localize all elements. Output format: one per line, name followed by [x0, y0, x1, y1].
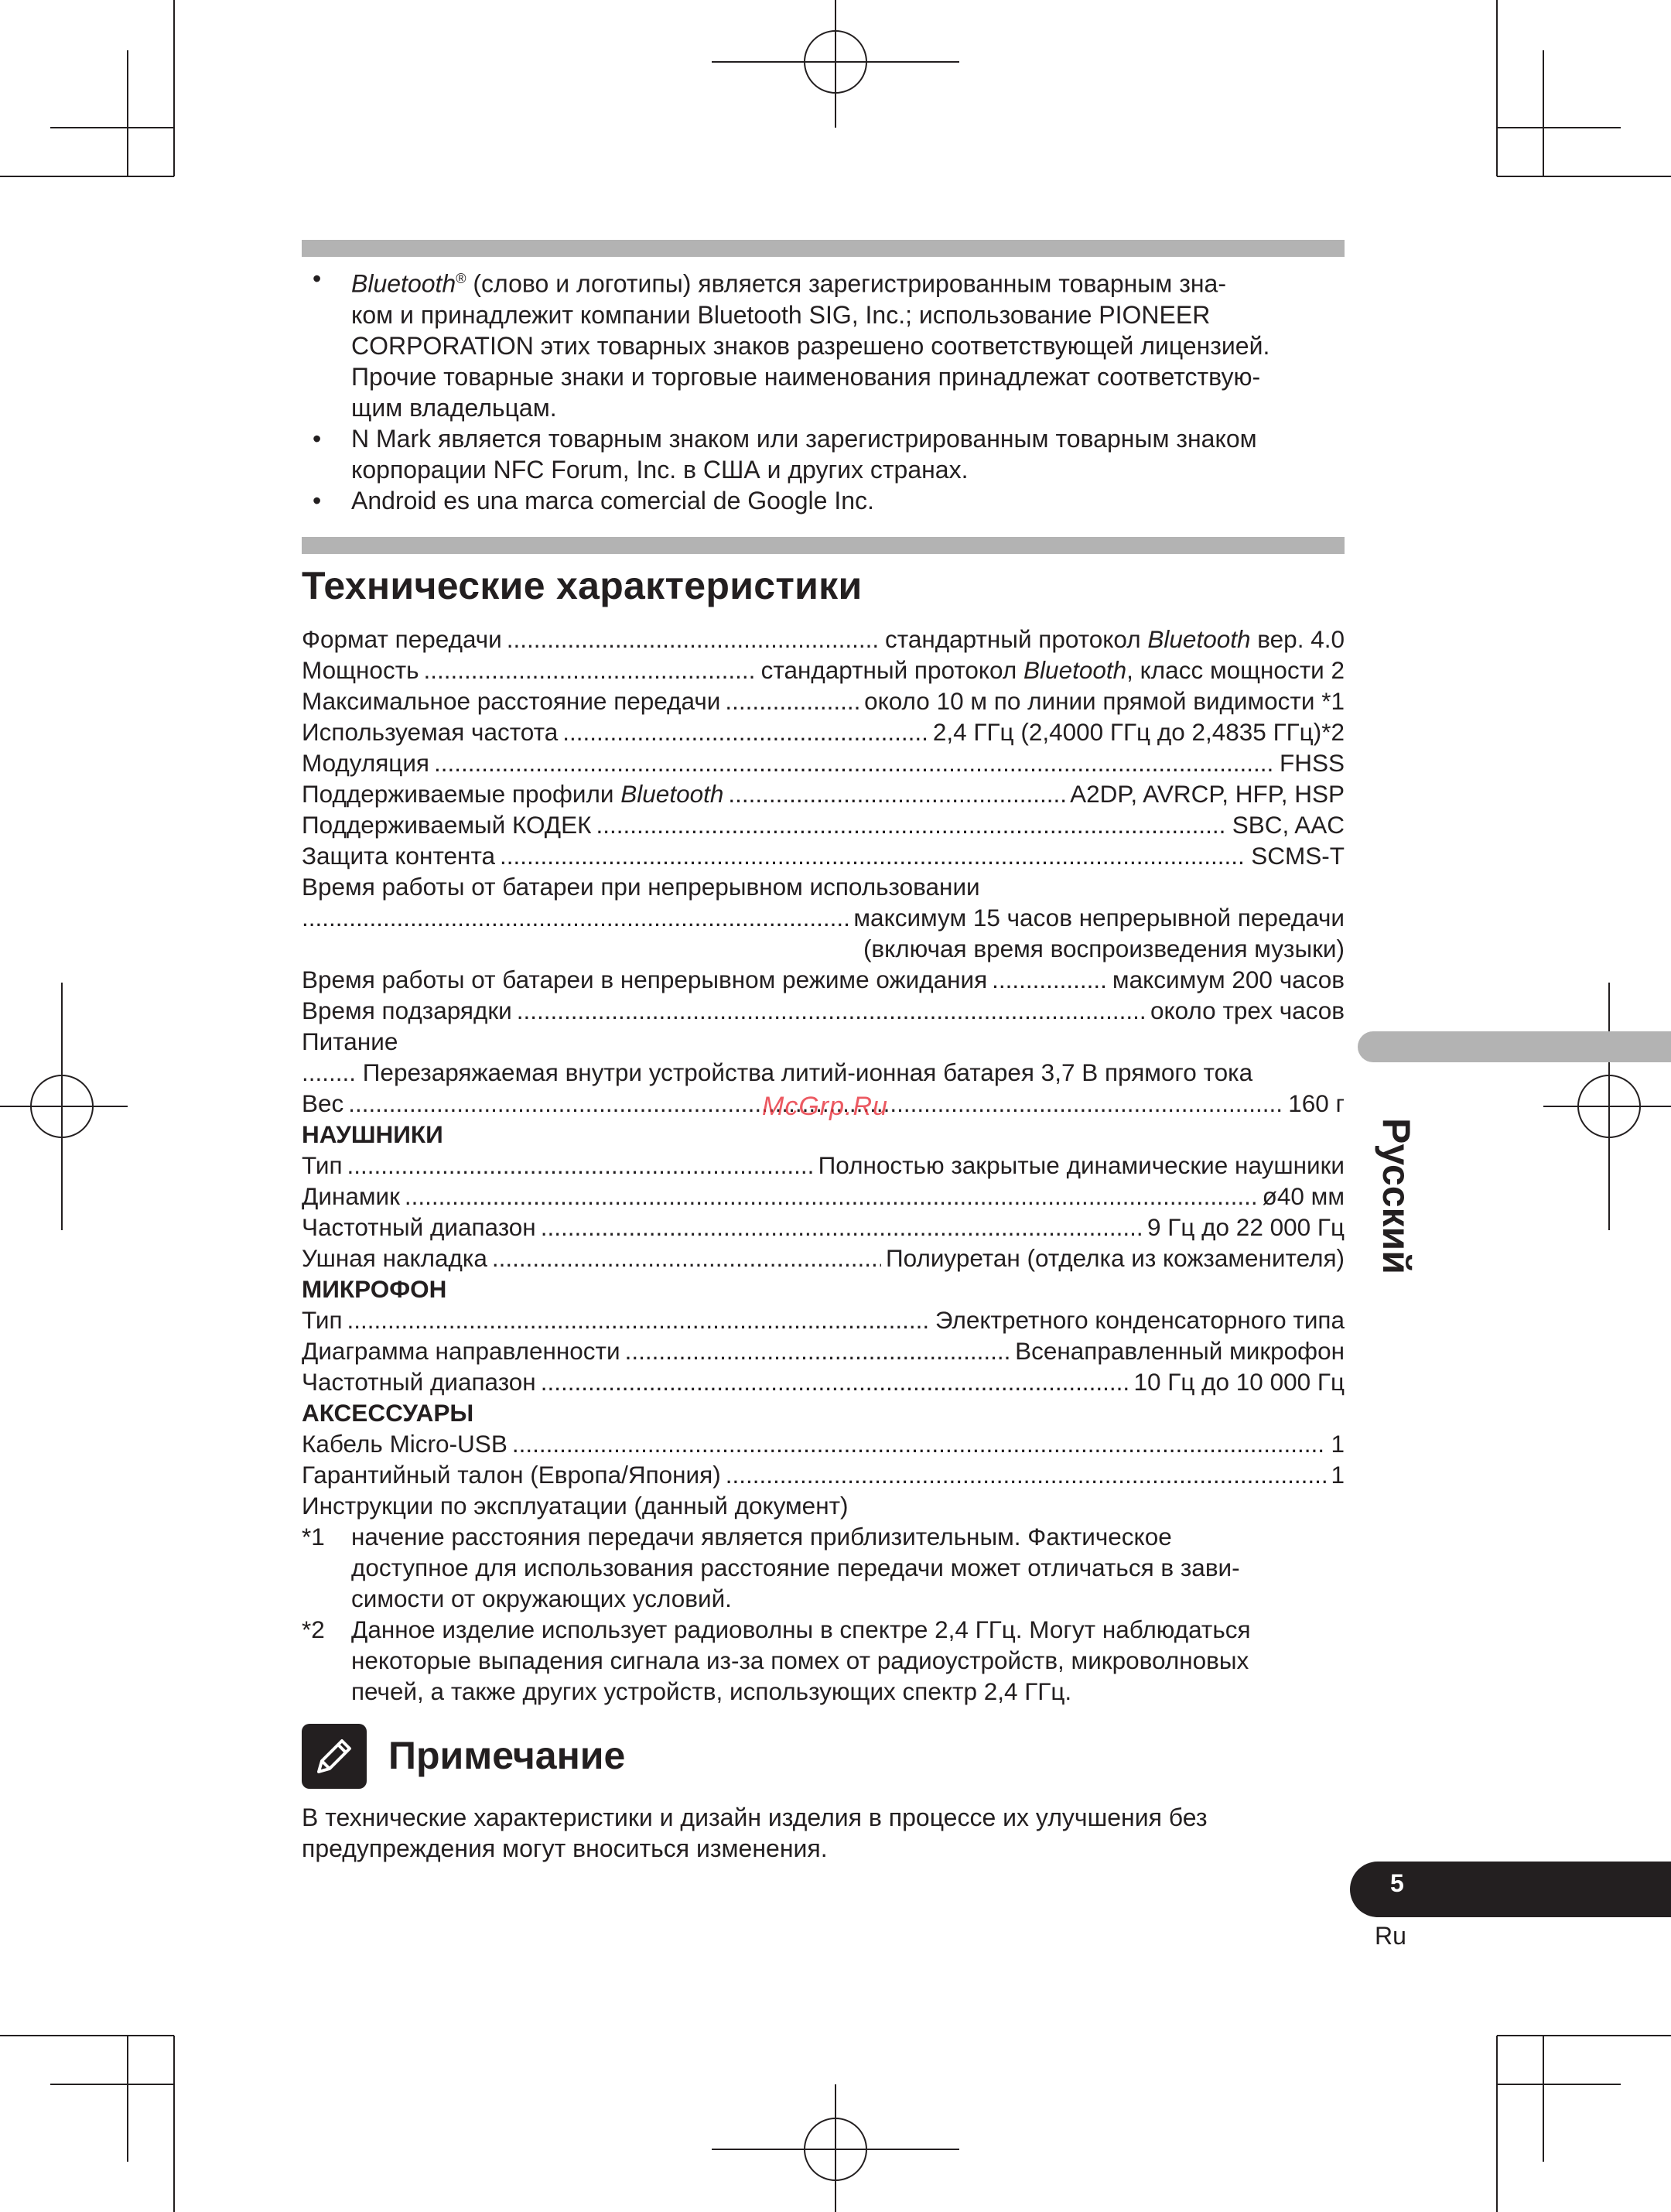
spec-row: Ушная накладка ..... Полиуретан (отделка из кожзаменителя): [302, 1243, 1345, 1274]
spec-row: Поддерживаемые профили Bluetooth ..... A2DP, AVRCP, HFP, HSP: [302, 778, 1345, 809]
registration-mark-bottom: [712, 2084, 959, 2212]
footnote-2: *2 Данное изделие использует радиоволны в спектре 2,4 ГГц. Могут наблюдаться некоторые выпадения сигнала из-за помех от радиоустройств, микроволновых печей, а также других устройств, использующих спектр 2,4 ГГц.: [302, 1615, 1251, 1705]
spec-row: Тип ..... Электретного конденсаторного типа: [302, 1304, 1345, 1335]
note-pencil-icon: [302, 1724, 367, 1789]
registration-mark-top: [712, 0, 959, 128]
note-title: Примечание: [388, 1734, 626, 1777]
manual-item: Инструкции по эксплуатации (данный документ): [302, 1492, 849, 1520]
spec-row: Тип ..... Полностью закрытые динамические наушники: [302, 1150, 1345, 1181]
spec-row: Максимальное расстояние передачи ..... около 10 м по линии прямой видимости *1: [302, 685, 1345, 716]
spec-row: Время подзарядки ..... около трех часов: [302, 995, 1345, 1026]
spec-row: Мощность ..... стандартный протокол Bluetooth, класс мощности 2: [302, 655, 1345, 685]
page-number: 5: [1390, 1869, 1404, 1897]
spec-row: Формат передачи ..... стандартный протокол Bluetooth вер. 4.0: [302, 624, 1345, 655]
bullet-android: • Android es una marca comercial de Google Inc.: [313, 486, 874, 515]
spec-row: Модуляция ..... FHSS: [302, 747, 1345, 778]
watermark: McGrp.Ru: [762, 1092, 888, 1121]
accessories-heading: АКСЕССУАРЫ: [302, 1399, 474, 1427]
section-rule: [302, 537, 1345, 554]
trademark-notes: [302, 263, 1354, 516]
microphone-heading: МИКРОФОН: [302, 1275, 447, 1303]
spec-row: Частотный диапазон ..... 10 Гц до 10 000 Гц: [302, 1366, 1345, 1397]
registration-mark-left: [0, 983, 128, 1230]
specs-title: Технические характеристики: [302, 564, 863, 607]
bullet-bluetooth: • Bluetooth® (слово и логотипы) является зарегистрированным товарным зна- ком и принадлежит компании Bluetooth SIG, Inc.; использование PIONEER CORPORATION этих товарных знаков разрешено соответствующей лицензией. Прочие товарные знаки и торговые наименования принадлежат соответствую- щим владельцам.: [313, 265, 1270, 422]
language-tab-bar: [1358, 1031, 1671, 1062]
spec-row: Используемая частота ..... 2,4 ГГц (2,4000 ГГц до 2,4835 ГГц)*2: [302, 716, 1345, 747]
spec-row: Кабель Micro-USB ..... 1: [302, 1428, 1345, 1459]
page-number-tab: [1350, 1862, 1671, 1917]
power-label: Питание: [302, 1027, 398, 1055]
spec-row: Гарантийный талон (Европа/Япония) ..... 1: [302, 1459, 1345, 1490]
battery-continuous-note: (включая время воспроизведения музыки): [863, 935, 1345, 962]
spec-row: Динамик ..... ø40 мм: [302, 1181, 1345, 1212]
specs-list: [302, 624, 1345, 1707]
weight-row: Вес ..... 160 г: [302, 1088, 1345, 1119]
language-label: Русский: [1375, 1118, 1418, 1275]
bullet-nfc: • N Mark является товарным знаком или зарегистрированным товарным знаком корпорации NFC Forum, Inc. в США и других странах.: [313, 424, 1257, 484]
spec-row: Время работы от батареи в непрерывном режиме ожидания ..... максимум 200 часов: [302, 964, 1345, 995]
spec-row: Диаграмма направленности ..... Всенаправленный микрофон: [302, 1335, 1345, 1366]
note-text: В технические характеристики и дизайн изделия в процессе их улучшения без предупреждения могут вноситься изменения.: [302, 1803, 1208, 1862]
battery-continuous-label: Время работы от батареи при непрерывном использовании: [302, 873, 980, 901]
registration-mark-right: [1543, 983, 1671, 1230]
spec-row: Защита контента ..... SCMS-T: [302, 840, 1345, 871]
page-language-code: Ru: [1375, 1922, 1406, 1950]
battery-continuous-value: ..... максимум 15 часов непрерывной передачи: [302, 902, 1345, 933]
footnote-1: *1 начение расстояния передачи является приблизительным. Фактическое доступное для использования расстояние передачи может отличаться в зави- симости от окружающих условий.: [302, 1523, 1240, 1612]
top-rule: [302, 240, 1345, 257]
power-value: ........ Перезаряжаемая внутри устройства литий-ионная батарея 3,7 В прямого тока: [302, 1058, 1253, 1086]
spec-row: Частотный диапазон ..... 9 Гц до 22 000 Гц: [302, 1212, 1345, 1243]
spec-row: Поддерживаемый КОДЕК ..... SBC, AAC: [302, 809, 1345, 840]
headphones-heading: НАУШНИКИ: [302, 1120, 443, 1148]
